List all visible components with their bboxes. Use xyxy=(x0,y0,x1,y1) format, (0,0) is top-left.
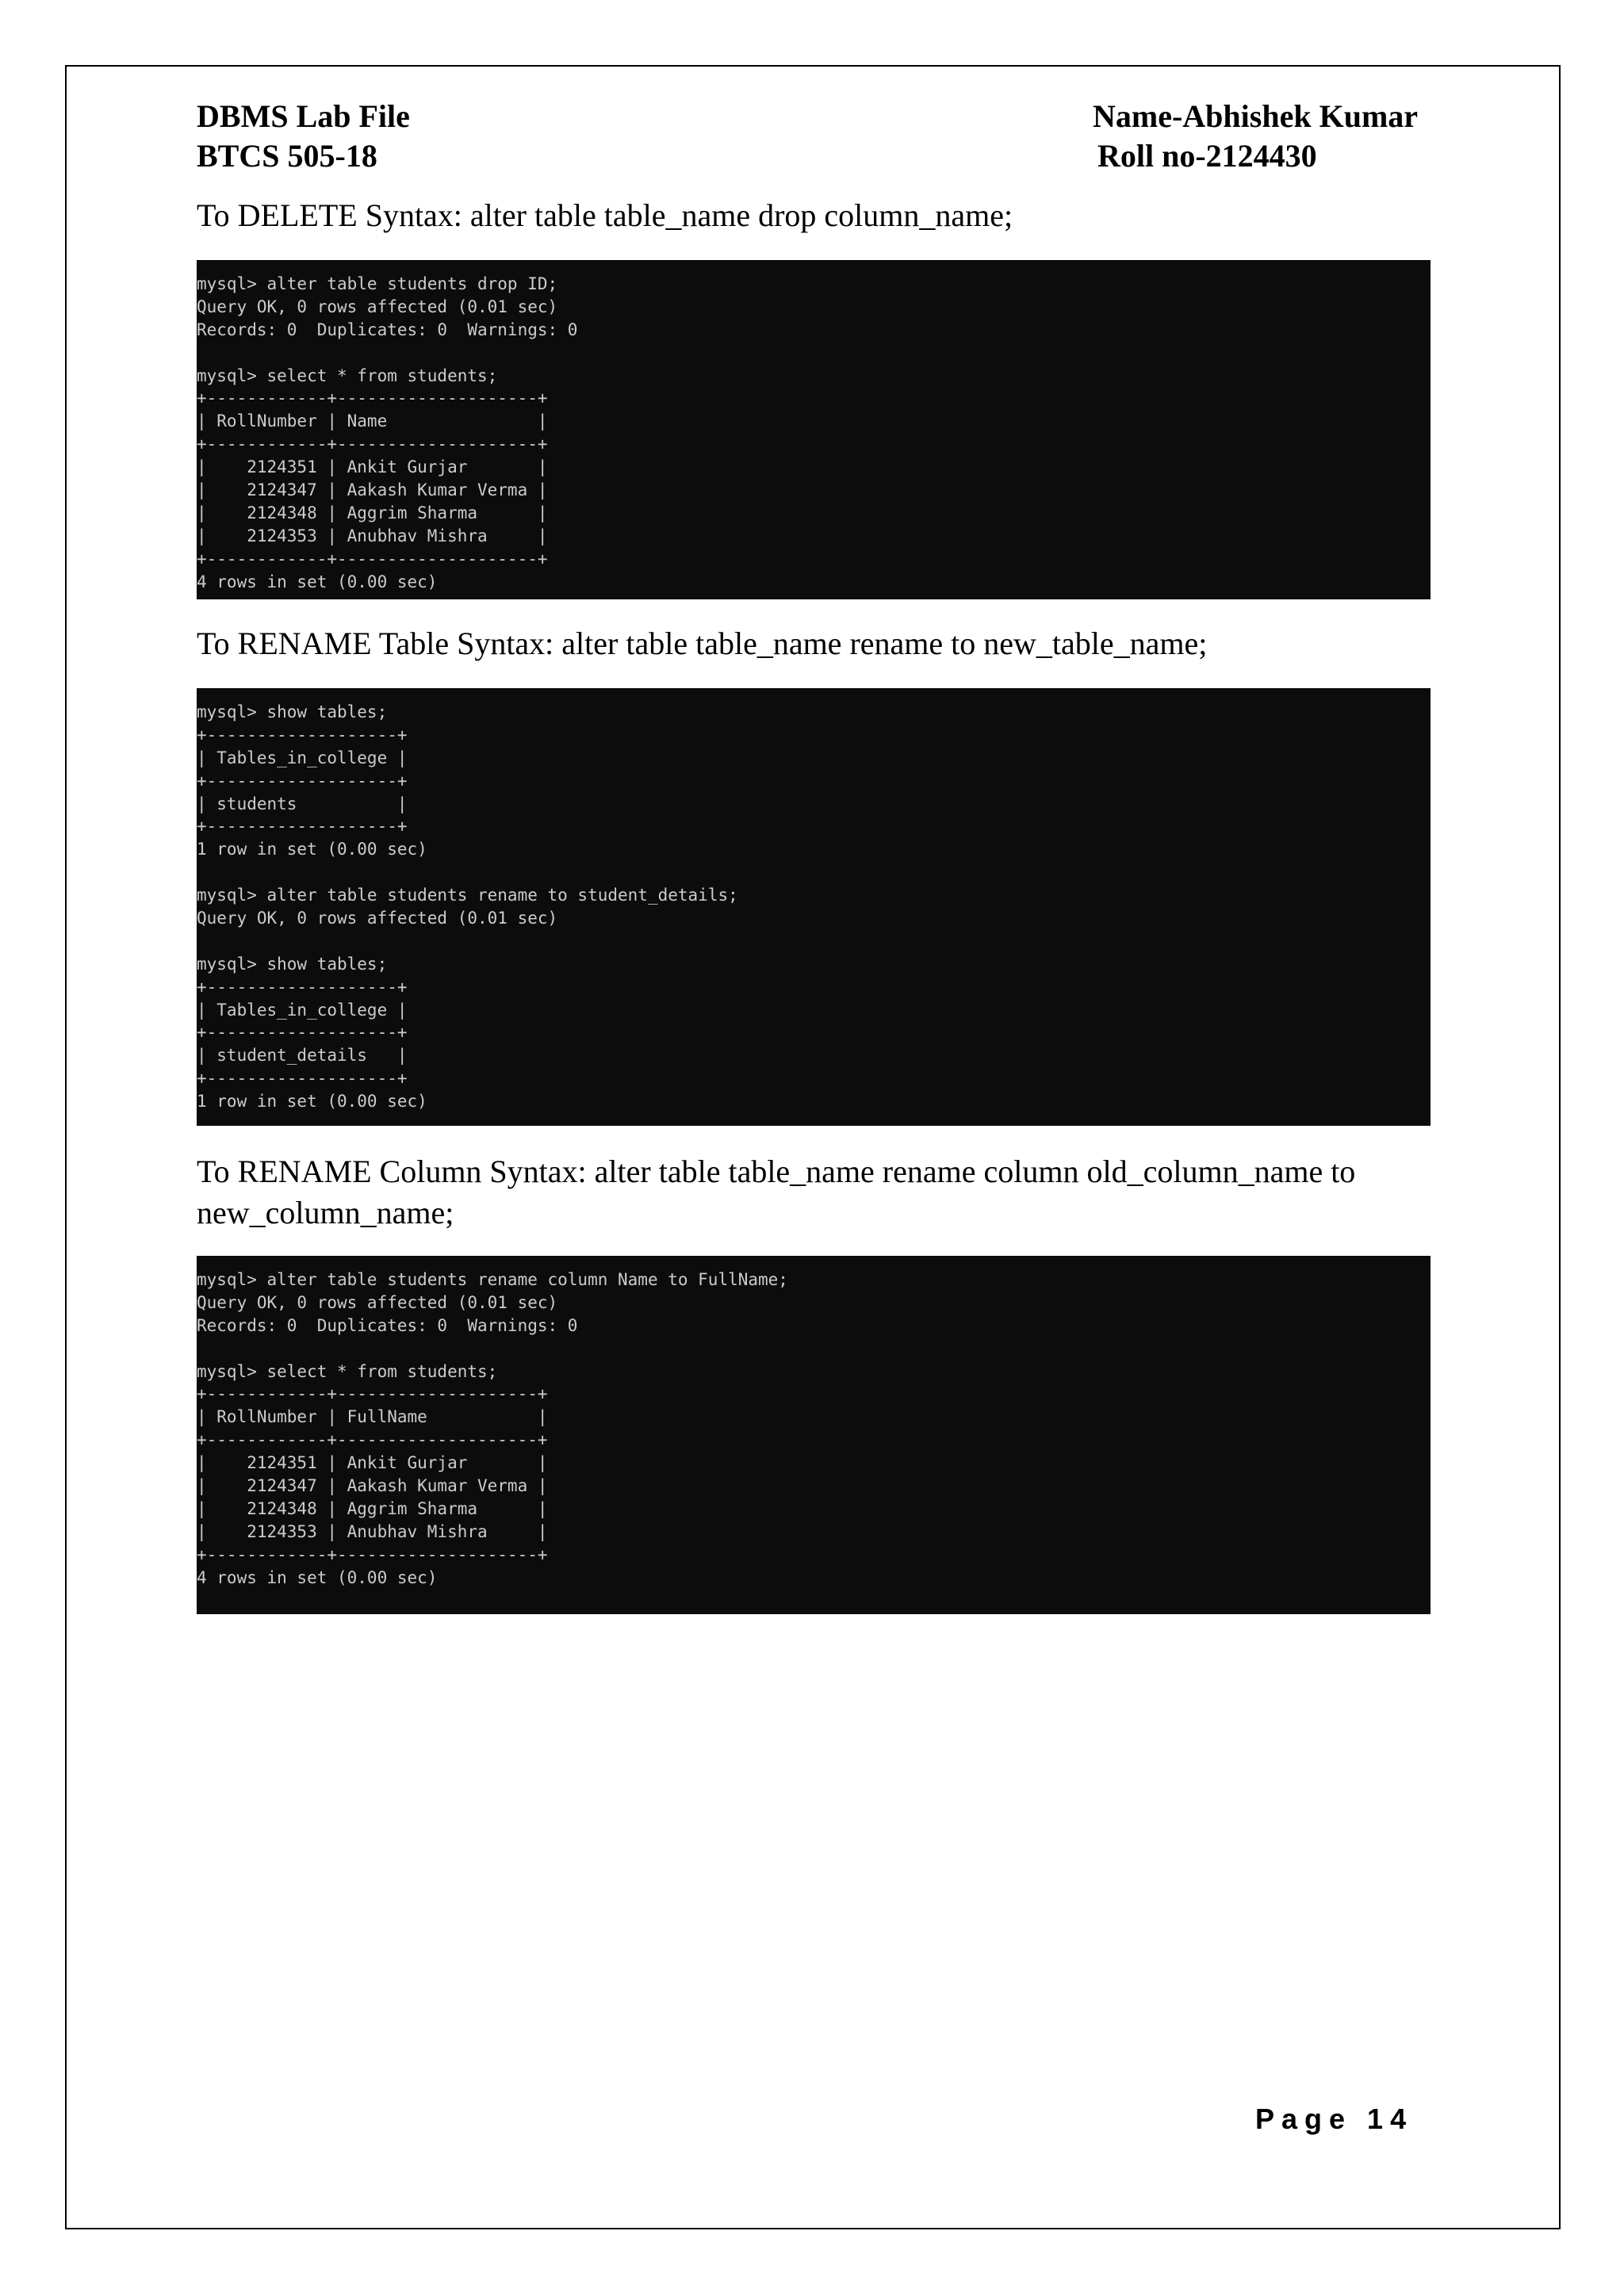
terminal-line: mysql> show tables; xyxy=(197,702,388,721)
terminal-line: mysql> select * from students; xyxy=(197,365,498,385)
terminal-line: Records: 0 Duplicates: 0 Warnings: 0 xyxy=(197,1315,578,1335)
terminal-line: Query OK, 0 rows affected (0.01 sec) xyxy=(197,297,558,316)
terminal-line: | students | xyxy=(197,794,408,813)
terminal-line: | 2124347 | Aakash Kumar Verma | xyxy=(197,480,548,500)
terminal-line: | RollNumber | FullName | xyxy=(197,1407,548,1427)
terminal-line: | 2124353 | Anubhav Mishra | xyxy=(197,1521,548,1541)
terminal-line: Query OK, 0 rows affected (0.01 sec) xyxy=(197,1292,558,1312)
terminal-line: mysql> show tables; xyxy=(197,954,388,974)
terminal-line: +-------------------+ xyxy=(197,771,408,790)
roll-number: Roll no-2124430 xyxy=(1097,138,1317,174)
terminal-line: +-------------------+ xyxy=(197,977,408,997)
lab-file-title: DBMS Lab File xyxy=(197,98,410,134)
terminal-line: 1 row in set (0.00 sec) xyxy=(197,840,427,859)
terminal-line: | student_details | xyxy=(197,1046,408,1066)
terminal-line: Query OK, 0 rows affected (0.01 sec) xyxy=(197,909,558,928)
terminal-line: mysql> select * from students; xyxy=(197,1361,498,1381)
terminal-line: mysql> alter table students rename to student_details; xyxy=(197,886,738,905)
terminal-line: 4 rows in set (0.00 sec) xyxy=(197,572,438,591)
terminal-screenshot-rename-column xyxy=(197,1256,1431,1614)
terminal-line: +-------------------+ xyxy=(197,1023,408,1043)
terminal-line xyxy=(197,930,1431,953)
terminal-line: | Tables_in_college | xyxy=(197,748,408,767)
terminal-screenshot-delete xyxy=(197,260,1431,599)
terminal-line: | 2124348 | Aggrim Sharma | xyxy=(197,1498,548,1518)
rename-column-syntax: To RENAME Column Syntax: alter table table_name rename column old_column_name to new_column_name; xyxy=(197,1154,1356,1230)
terminal-line xyxy=(197,342,1431,365)
page-number: Page 14 xyxy=(1255,2103,1414,2135)
terminal-line: | 2124347 | Aakash Kumar Verma | xyxy=(197,1476,548,1496)
terminal-line: +------------+--------------------+ xyxy=(197,388,548,408)
terminal-line xyxy=(197,1337,1431,1360)
header-right xyxy=(1093,97,1418,176)
terminal-line: mysql> alter table students drop ID; xyxy=(197,274,558,293)
terminal-line xyxy=(197,861,1431,884)
terminal-line: mysql> alter table students rename column Name to FullName; xyxy=(197,1270,788,1289)
terminal-line: Records: 0 Duplicates: 0 Warnings: 0 xyxy=(197,320,578,339)
terminal-line: +-------------------+ xyxy=(197,725,408,744)
terminal-line: +-------------------+ xyxy=(197,1069,408,1089)
terminal-line: +-------------------+ xyxy=(197,817,408,836)
terminal-line: | 2124351 | Ankit Gurjar | xyxy=(197,1453,548,1473)
terminal-line: | 2124353 | Anubhav Mishra | xyxy=(197,526,548,545)
terminal-line: +------------+--------------------+ xyxy=(197,1544,548,1564)
terminal-line: +------------+--------------------+ xyxy=(197,434,548,454)
terminal-line: | Tables_in_college | xyxy=(197,1000,408,1020)
terminal-line: 4 rows in set (0.00 sec) xyxy=(197,1567,438,1587)
header-left xyxy=(197,97,410,176)
rename-table-syntax: To RENAME Table Syntax: alter table table_name rename to new_table_name; xyxy=(197,626,1208,661)
course-code: BTCS 505-18 xyxy=(197,138,377,174)
terminal-line: | 2124348 | Aggrim Sharma | xyxy=(197,503,548,522)
terminal-screenshot-rename-table xyxy=(197,688,1431,1126)
delete-syntax: To DELETE Syntax: alter table table_name drop column_name; xyxy=(197,197,1013,233)
terminal-line: +------------+--------------------+ xyxy=(197,549,548,568)
student-name: Name-Abhishek Kumar xyxy=(1093,98,1419,134)
terminal-line: | 2124351 | Ankit Gurjar | xyxy=(197,457,548,477)
terminal-line: +------------+--------------------+ xyxy=(197,1430,548,1450)
terminal-line: | RollNumber | Name | xyxy=(197,411,548,431)
terminal-line: 1 row in set (0.00 sec) xyxy=(197,1092,427,1112)
terminal-line: +------------+--------------------+ xyxy=(197,1384,548,1404)
